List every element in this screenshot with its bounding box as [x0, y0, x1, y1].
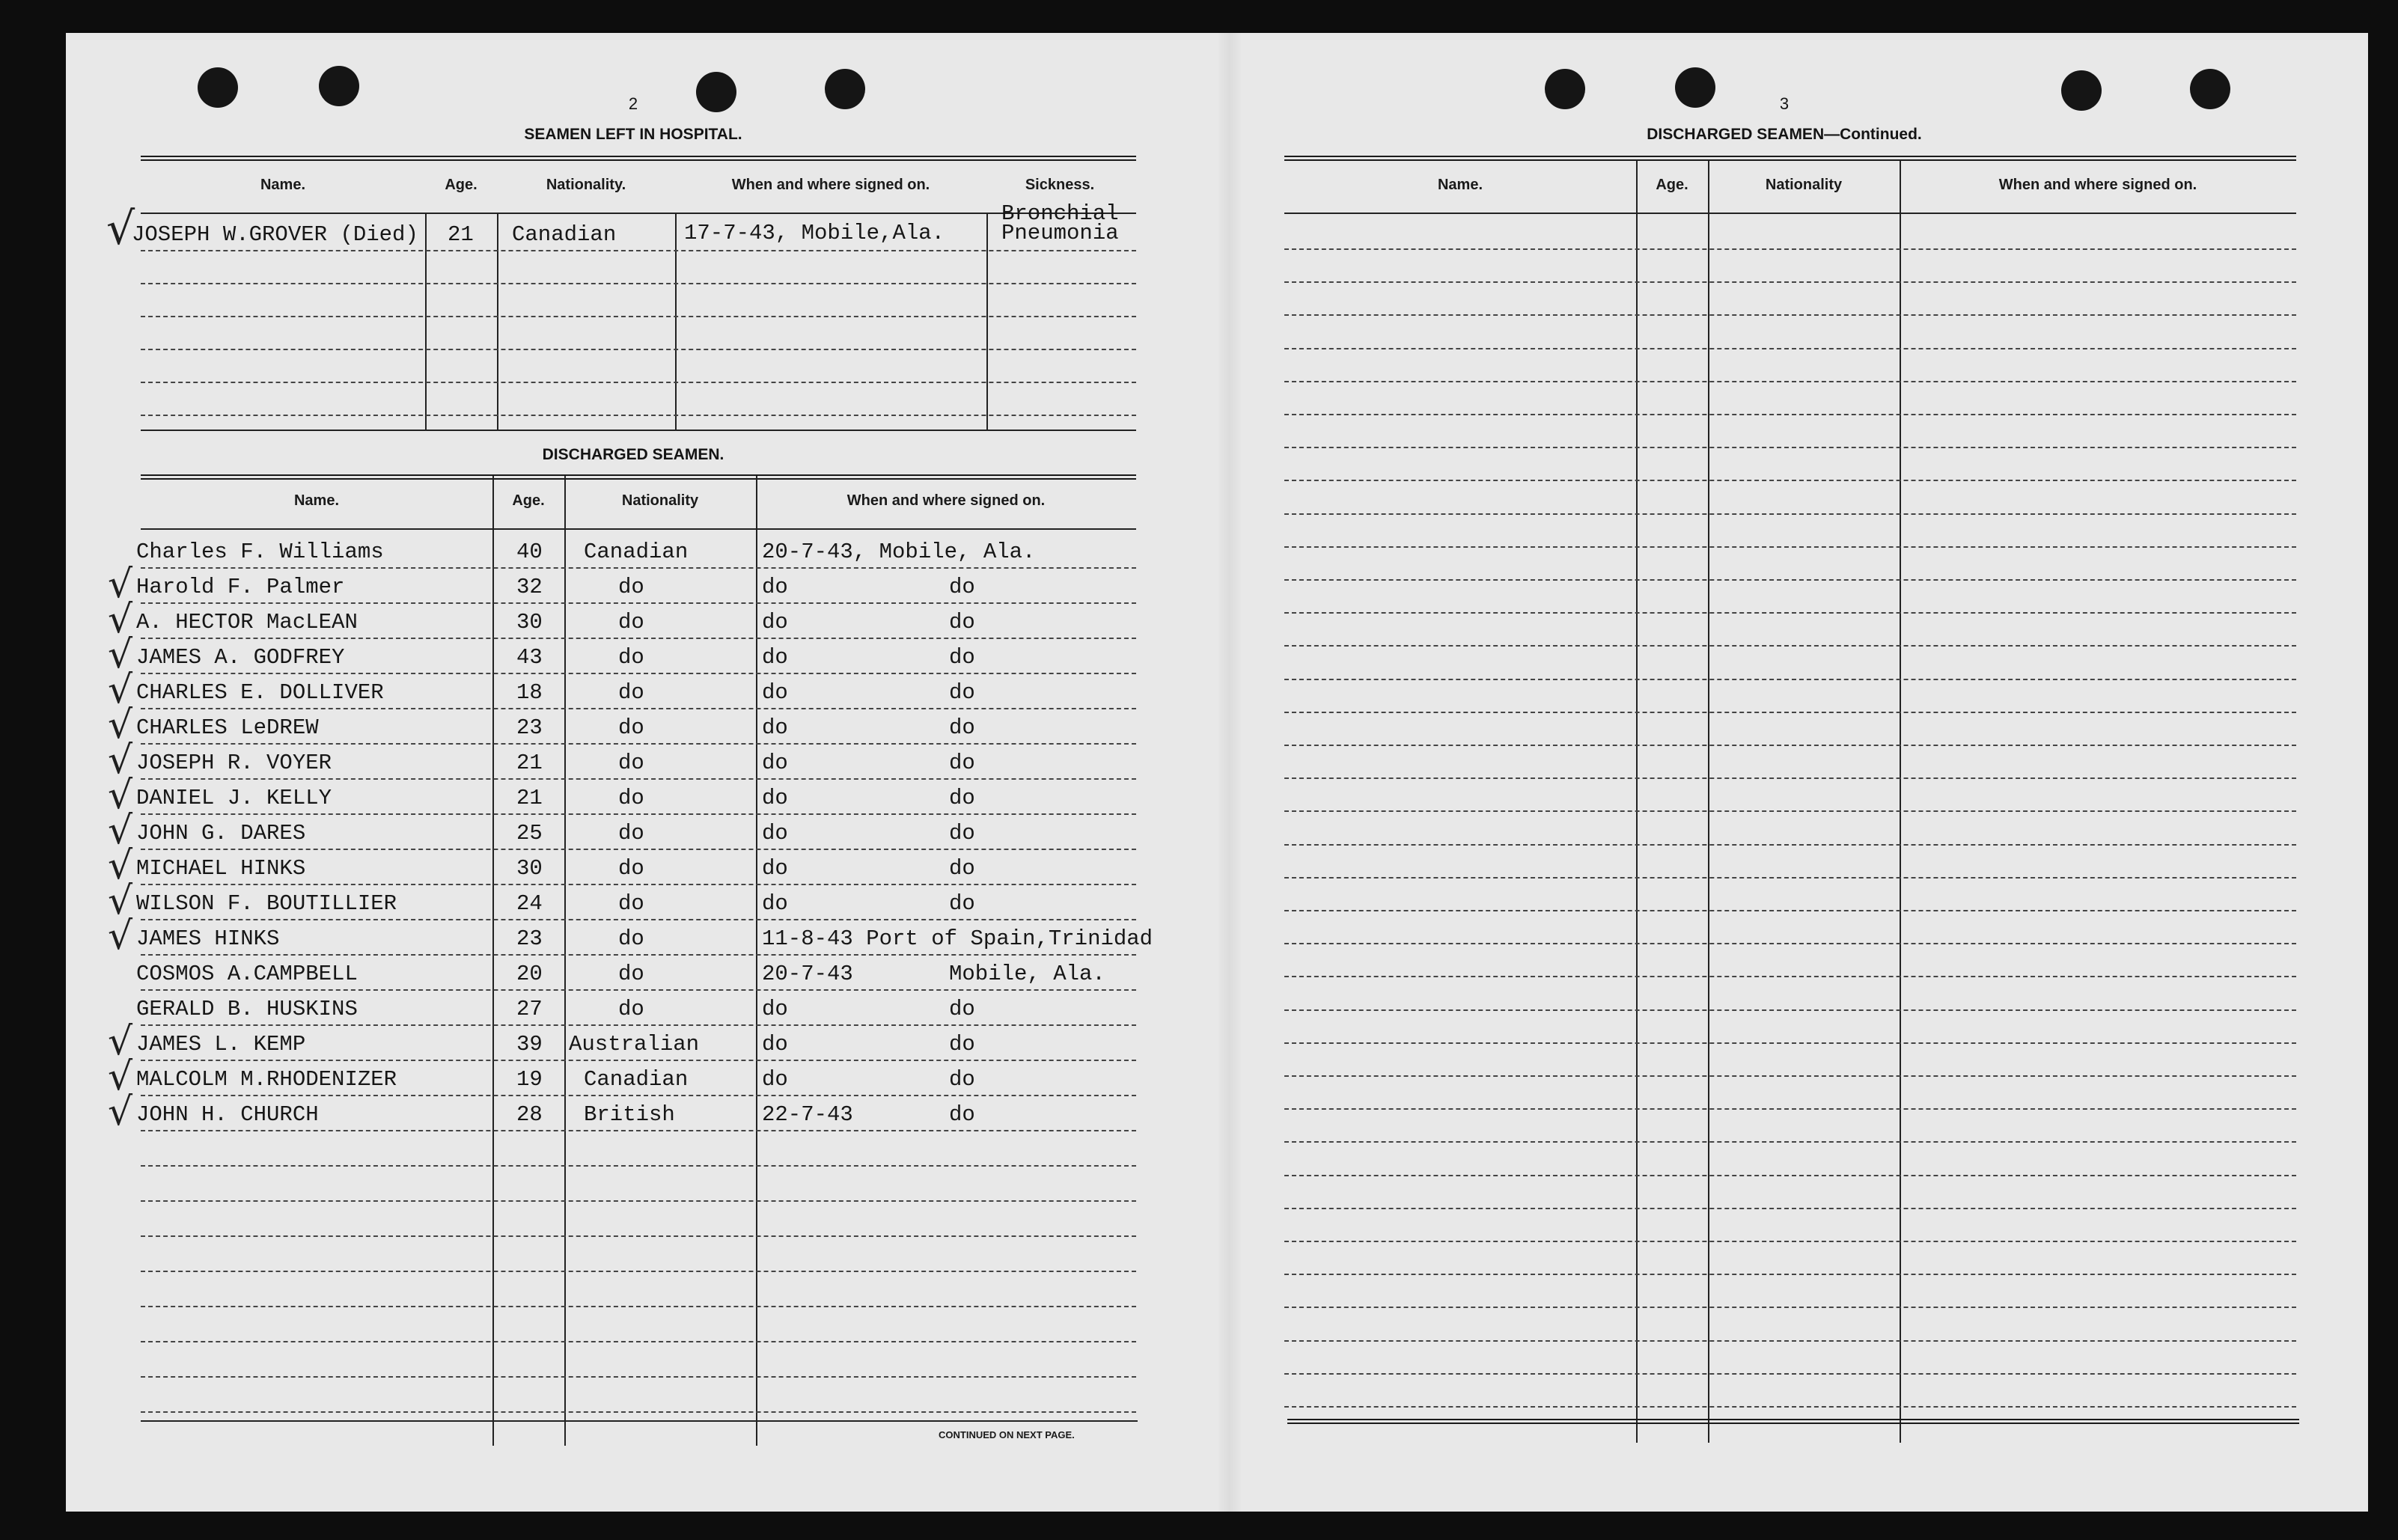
row-when: do: [762, 891, 788, 916]
hospital-row-sickness-line1: Bronchial: [1001, 201, 1119, 226]
row-nationality: Australian: [569, 1032, 700, 1057]
row-when: 20-7-43: [762, 962, 853, 986]
row-nationality: do: [618, 856, 644, 881]
hospital-header-nationality: Nationality.: [546, 177, 626, 193]
row-age: 39: [516, 1032, 543, 1057]
rule: [1284, 156, 2296, 161]
row-name: Charles F. Williams: [136, 540, 384, 564]
row-where: do: [949, 786, 975, 810]
ledger-sheet: [66, 33, 2368, 1512]
dotted-rule: [1284, 943, 2296, 944]
hospital-header-sickness: Sickness.: [1025, 177, 1095, 193]
row-when: do: [762, 751, 788, 775]
dotted-rule: [1284, 1108, 2296, 1110]
dotted-rule: [1284, 1307, 2296, 1308]
row-where: do: [949, 997, 975, 1021]
column-divider: [1636, 160, 1638, 1443]
row-age: 30: [516, 610, 543, 635]
row-where: do: [949, 1032, 975, 1057]
dotted-rule: [1284, 1406, 2296, 1408]
dotted-rule: [141, 415, 1136, 416]
row-age: 27: [516, 997, 543, 1021]
column-divider: [675, 213, 677, 430]
row-where: do: [949, 610, 975, 635]
dotted-rule: [1284, 612, 2296, 614]
row-nationality: Canadian: [584, 540, 689, 564]
row-where: do: [949, 1067, 975, 1092]
dotted-rule: [1284, 348, 2296, 349]
dotted-rule: [141, 849, 1136, 850]
dotted-rule: [141, 813, 1136, 815]
row-when: do: [762, 856, 788, 881]
row-where: do: [949, 1102, 975, 1127]
row-where: Mobile, Ala.: [949, 962, 1105, 986]
dotted-rule: [141, 954, 1136, 956]
dotted-rule: [141, 1024, 1136, 1026]
column-divider: [986, 213, 988, 430]
row-name: COSMOS A.CAMPBELL: [136, 962, 358, 986]
check-mark: √: [108, 808, 133, 853]
punch-hole: [198, 67, 238, 108]
row-name: MALCOLM M.RHODENIZER: [136, 1067, 397, 1092]
column-divider: [1900, 160, 1901, 1443]
check-mark: √: [108, 597, 133, 642]
row-name: DANIEL J. KELLY: [136, 786, 332, 810]
check-mark: √: [108, 667, 133, 712]
row-nationality: do: [618, 997, 644, 1021]
row-when: do: [762, 821, 788, 846]
row-age: 21: [516, 786, 543, 810]
row-nationality: do: [618, 645, 644, 670]
dotted-rule: [1284, 877, 2296, 879]
row-age: 24: [516, 891, 543, 916]
dotted-rule: [141, 1271, 1136, 1272]
dotted-rule: [141, 884, 1136, 885]
row-name: JAMES HINKS: [136, 926, 280, 951]
column-divider: [756, 476, 757, 1446]
dotted-rule: [141, 316, 1136, 317]
dotted-rule: [141, 989, 1136, 991]
dotted-rule: [141, 349, 1136, 350]
row-age: 23: [516, 715, 543, 740]
hospital-row-age: 21: [448, 222, 474, 247]
row-where: do: [949, 680, 975, 705]
row-age: 43: [516, 645, 543, 670]
row-when: do: [762, 1067, 788, 1092]
dotted-rule: [141, 283, 1136, 284]
dotted-rule: [141, 1060, 1136, 1061]
dotted-rule: [1284, 381, 2296, 382]
dotted-rule: [1284, 679, 2296, 680]
punch-hole: [2061, 70, 2102, 111]
row-age: 32: [516, 575, 543, 599]
check-mark: √: [108, 914, 133, 959]
dotted-rule: [1284, 777, 2296, 779]
column-divider: [564, 476, 566, 1446]
row-where: do: [949, 891, 975, 916]
row-name: GERALD B. HUSKINS: [136, 997, 358, 1021]
row-where: do: [949, 821, 975, 846]
dotted-rule: [1284, 1373, 2296, 1375]
dotted-rule: [1284, 1340, 2296, 1342]
row-age: 23: [516, 926, 543, 951]
dotted-rule: [1284, 910, 2296, 911]
row-nationality: do: [618, 962, 644, 986]
discharged-section-title: DISCHARGED SEAMEN.: [542, 446, 724, 463]
right-header-age: Age.: [1656, 177, 1688, 193]
dotted-rule: [1284, 1009, 2296, 1011]
rule: [141, 1420, 1138, 1422]
punch-hole: [2190, 69, 2230, 109]
row-nationality: do: [618, 575, 644, 599]
discharged-header-signed-on: When and where signed on.: [846, 492, 1046, 509]
dotted-rule: [141, 382, 1136, 383]
rule: [141, 474, 1136, 480]
row-name: Harold F. Palmer: [136, 575, 345, 599]
page-fold: [1218, 33, 1241, 1512]
row-nationality: do: [618, 821, 644, 846]
row-when: 11-8-43 Port of Spain,Trinidad: [762, 926, 1153, 951]
check-mark: √: [106, 203, 135, 255]
dotted-rule: [1284, 447, 2296, 448]
check-mark: √: [108, 843, 133, 888]
row-age: 30: [516, 856, 543, 881]
dotted-rule: [141, 1130, 1136, 1131]
check-mark: √: [108, 1054, 133, 1099]
dotted-rule: [1284, 314, 2296, 316]
row-name: MICHAEL HINKS: [136, 856, 306, 881]
column-divider: [492, 476, 494, 1446]
hospital-header-signed-on: When and where signed on.: [731, 177, 930, 193]
row-nationality: do: [618, 680, 644, 705]
dotted-rule: [1284, 480, 2296, 481]
dotted-rule: [1284, 414, 2296, 415]
row-nationality: do: [618, 751, 644, 775]
row-when: do: [762, 786, 788, 810]
check-mark: √: [108, 1090, 133, 1134]
row-when: do: [762, 1032, 788, 1057]
dotted-rule: [1284, 1075, 2296, 1077]
dotted-rule: [141, 638, 1136, 639]
row-nationality: Canadian: [584, 1067, 689, 1092]
hospital-row-sickness-line2: Pneumonia: [1001, 221, 1119, 245]
rule: [1287, 1419, 2299, 1424]
column-divider: [497, 213, 498, 430]
row-when: do: [762, 645, 788, 670]
dotted-rule: [141, 1411, 1136, 1413]
punch-hole: [825, 69, 865, 109]
dotted-rule: [141, 1200, 1136, 1202]
dotted-rule: [1284, 248, 2296, 250]
right-header-nationality: Nationality: [1765, 177, 1843, 193]
dotted-rule: [1284, 712, 2296, 713]
check-mark: √: [108, 1019, 133, 1064]
dotted-rule: [1284, 546, 2296, 548]
dotted-rule: [1284, 745, 2296, 746]
row-when: 20-7-43, Mobile, Ala.: [762, 540, 1036, 564]
row-when: do: [762, 610, 788, 635]
discharged-header-nationality: Nationality: [621, 492, 699, 509]
punch-hole: [319, 66, 359, 106]
left-page-number: 2: [628, 94, 638, 113]
check-mark: √: [108, 879, 133, 923]
row-when: 22-7-43: [762, 1102, 853, 1127]
dotted-rule: [1284, 976, 2296, 977]
hospital-row-signed-on: 17-7-43, Mobile,Ala.: [684, 221, 945, 245]
dotted-rule: [1284, 844, 2296, 846]
row-nationality: British: [584, 1102, 675, 1127]
dotted-rule: [141, 1341, 1136, 1342]
row-when: do: [762, 680, 788, 705]
right-header-signed-on: When and where signed on.: [1998, 177, 2197, 193]
check-mark: √: [108, 738, 133, 783]
row-where: do: [949, 751, 975, 775]
row-name: JOSEPH R. VOYER: [136, 751, 332, 775]
row-nationality: do: [618, 891, 644, 916]
rule: [141, 430, 1136, 431]
check-mark: √: [108, 562, 133, 607]
discharged-header-name: Name.: [293, 492, 340, 509]
right-page-number: 3: [1779, 94, 1790, 113]
dotted-rule: [141, 567, 1136, 569]
row-age: 25: [516, 821, 543, 846]
dotted-rule: [141, 602, 1136, 604]
row-nationality: do: [618, 786, 644, 810]
row-name: WILSON F. BOUTILLIER: [136, 891, 397, 916]
row-where: do: [949, 856, 975, 881]
row-age: 20: [516, 962, 543, 986]
dotted-rule: [1284, 810, 2296, 812]
row-where: do: [949, 575, 975, 599]
check-mark: √: [108, 703, 133, 748]
check-mark: √: [108, 632, 133, 677]
rule: [141, 528, 1136, 530]
hospital-row-name: JOSEPH W.GROVER (Died): [132, 222, 418, 247]
row-age: 19: [516, 1067, 543, 1092]
dotted-rule: [1284, 1141, 2296, 1143]
dotted-rule: [141, 1306, 1136, 1307]
row-name: JAMES L. KEMP: [136, 1032, 306, 1057]
row-age: 40: [516, 540, 543, 564]
dotted-rule: [141, 673, 1136, 674]
row-age: 28: [516, 1102, 543, 1127]
row-when: do: [762, 715, 788, 740]
row-name: A. HECTOR MacLEAN: [136, 610, 358, 635]
dotted-rule: [1284, 579, 2296, 581]
dotted-rule: [141, 743, 1136, 745]
row-name: JOHN G. DARES: [136, 821, 306, 846]
hospital-header-age: Age.: [445, 177, 478, 193]
row-nationality: do: [618, 610, 644, 635]
dotted-rule: [1284, 513, 2296, 515]
dotted-rule: [1284, 1175, 2296, 1176]
row-when: do: [762, 997, 788, 1021]
dotted-rule: [141, 1095, 1136, 1096]
column-divider: [425, 213, 427, 430]
row-name: JAMES A. GODFREY: [136, 645, 345, 670]
row-when: do: [762, 575, 788, 599]
right-header-name: Name.: [1437, 177, 1483, 193]
row-nationality: do: [618, 715, 644, 740]
column-divider: [1708, 160, 1709, 1443]
row-where: do: [949, 715, 975, 740]
dotted-rule: [1284, 281, 2296, 283]
dotted-rule: [141, 708, 1136, 709]
punch-hole: [1545, 69, 1585, 109]
row-name: CHARLES LeDREW: [136, 715, 319, 740]
dotted-rule: [1284, 1208, 2296, 1209]
dotted-rule: [141, 1165, 1136, 1167]
hospital-section-title: SEAMEN LEFT IN HOSPITAL.: [524, 126, 742, 143]
hospital-header-name: Name.: [260, 177, 306, 193]
dotted-rule: [141, 1376, 1136, 1378]
dotted-rule: [141, 1235, 1136, 1237]
dotted-rule: [141, 919, 1136, 920]
dotted-rule: [141, 778, 1136, 780]
continued-footer: CONTINUED ON NEXT PAGE.: [939, 1429, 1075, 1440]
dotted-rule: [141, 250, 1136, 251]
check-mark: √: [108, 773, 133, 818]
row-age: 21: [516, 751, 543, 775]
row-name: JOHN H. CHURCH: [136, 1102, 319, 1127]
row-nationality: do: [618, 926, 644, 951]
rule: [1284, 213, 2296, 214]
row-where: do: [949, 645, 975, 670]
hospital-row-nationality: Canadian: [512, 222, 617, 247]
row-name: CHARLES E. DOLLIVER: [136, 680, 384, 705]
right-page-title: DISCHARGED SEAMEN—Continued.: [1647, 126, 1922, 143]
dotted-rule: [1284, 1274, 2296, 1275]
discharged-header-age: Age.: [512, 492, 545, 509]
dotted-rule: [1284, 1042, 2296, 1044]
rule: [141, 156, 1136, 161]
dotted-rule: [1284, 1241, 2296, 1242]
dotted-rule: [1284, 645, 2296, 647]
row-age: 18: [516, 680, 543, 705]
